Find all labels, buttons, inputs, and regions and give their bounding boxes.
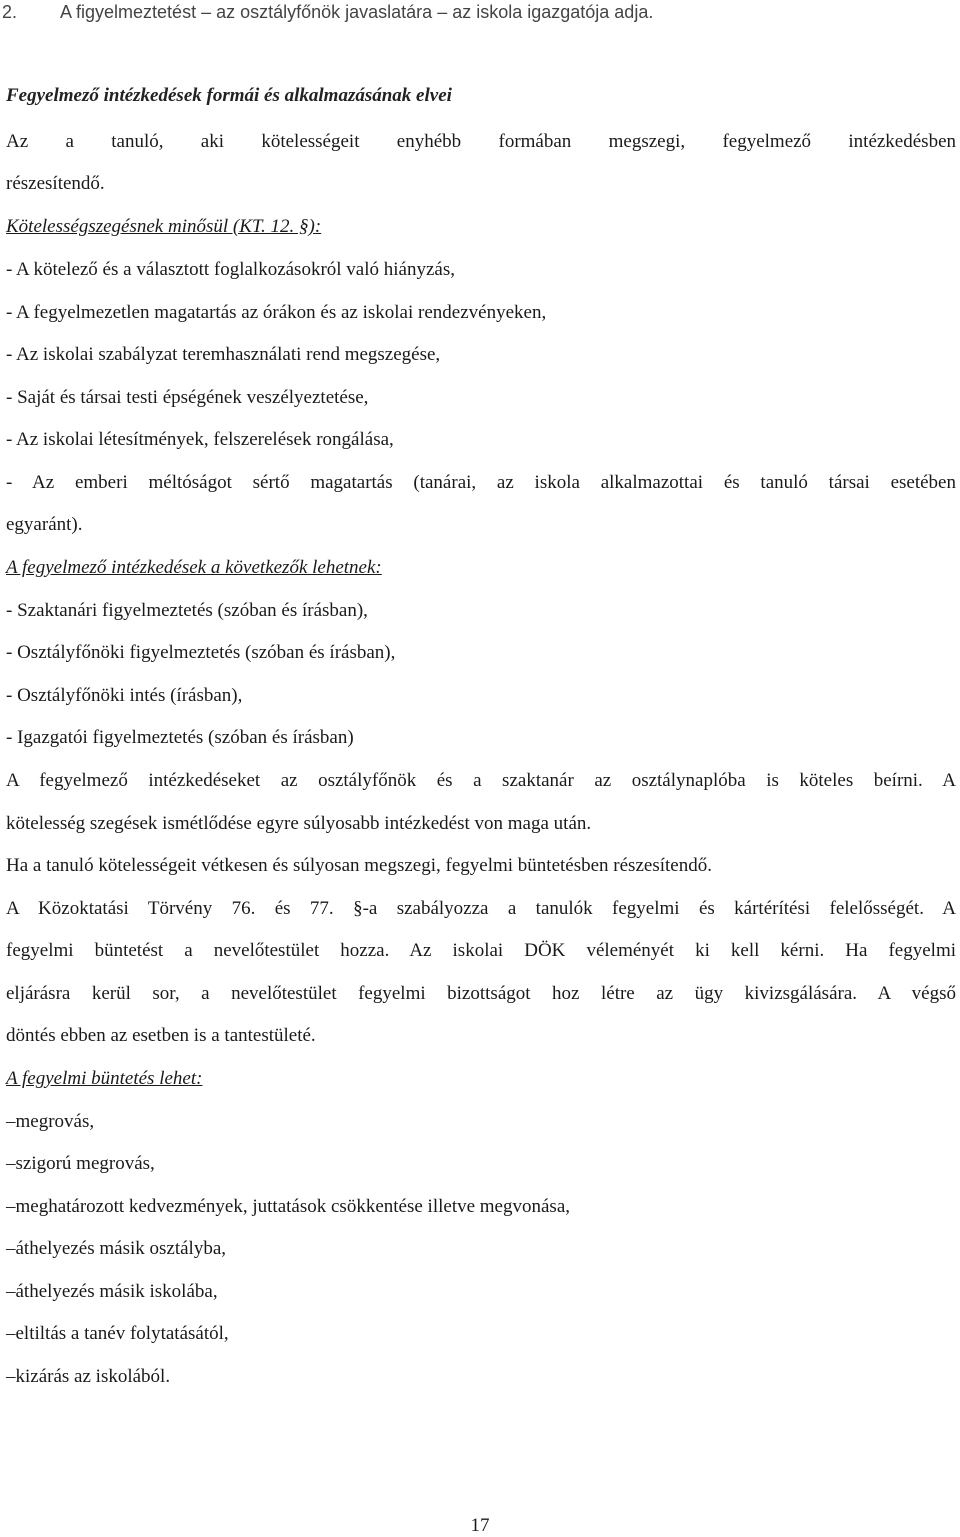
violation-item: - A fegyelmezetlen magatartás az órákon és az iskolai rendezvényeken, xyxy=(6,302,547,323)
punishment-item: –megrovás, xyxy=(6,1111,95,1132)
measure-item: - Osztályfőnöki figyelmeztetés (szóban és írásban), xyxy=(6,642,396,663)
intro-line-2: részesítendő. xyxy=(6,173,105,194)
intro-line-1: Az a tanuló, aki kötelességeit enyhébb formában megszegi, fegyelmező intézkedésben xyxy=(6,131,956,152)
page-number: 17 xyxy=(470,1515,490,1536)
punishment-item: –meghatározott kedvezmények, juttatások csökkentése illetve megvonása, xyxy=(6,1196,570,1217)
punishment-item: –eltiltás a tanév folytatásától, xyxy=(6,1323,229,1344)
measures-title: A fegyelmező intézkedések a következők lehetnek: xyxy=(6,557,382,578)
section-heading: Fegyelmező intézkedések formái és alkalmazásának elvei xyxy=(6,85,452,106)
list-item-text: A figyelmeztetést – az osztályfőnök javaslatára – az iskola igazgatója adja. xyxy=(60,2,654,22)
paragraph-line: kötelesség szegések ismétlődése egyre súlyosabb intézkedést von maga után. xyxy=(6,813,592,834)
punishment-item: –szigorú megrovás, xyxy=(6,1153,155,1174)
paragraph-line: A fegyelmező intézkedéseket az osztályfőnök és a szaktanár az osztálynaplóba is köteles beírni. A xyxy=(6,770,956,791)
violation-item: - A kötelező és a választott foglalkozásokról való hiányzás, xyxy=(6,259,455,280)
violations-title: Kötelességszegésnek minősül (KT. 12. §): xyxy=(6,216,322,237)
measure-item: - Igazgatói figyelmeztetés (szóban és írásban) xyxy=(6,727,354,748)
violation-item: - Az iskolai létesítmények, felszerelések rongálása, xyxy=(6,429,394,450)
paragraph-line: Ha a tanuló kötelességeit vétkesen és súlyosan megszegi, fegyelmi büntetésben részesítendő. xyxy=(6,855,712,876)
measure-item: - Szaktanári figyelmeztetés (szóban és írásban), xyxy=(6,600,368,621)
violation-item: - Az emberi méltóságot sértő magatartás (tanárai, az iskola alkalmazottai és tanuló társai esetében xyxy=(6,472,956,493)
paragraph-line: döntés ebben az esetben is a tantestületé. xyxy=(6,1025,316,1046)
punishment-item: –áthelyezés másik osztályba, xyxy=(6,1238,227,1259)
punishments-title: A fegyelmi büntetés lehet: xyxy=(6,1068,203,1089)
violation-item: - Saját és társai testi épségének veszélyeztetése, xyxy=(6,387,369,408)
violation-item: - Az iskolai szabályzat teremhasználati rend megszegése, xyxy=(6,344,441,365)
violation-item-continued: egyaránt). xyxy=(6,514,83,535)
paragraph-line: fegyelmi büntetést a nevelőtestület hozza. Az iskolai DÖK véleményét ki kell kérni. Ha fegyelmi xyxy=(6,940,956,961)
punishment-item: –áthelyezés másik iskolába, xyxy=(6,1281,218,1302)
punishment-item: –kizárás az iskolából. xyxy=(6,1366,171,1387)
paragraph-line: A Közoktatási Törvény 76. és 77. §-a szabályozza a tanulók fegyelmi és kártérítési felelősségét. A xyxy=(6,898,956,919)
paragraph-line: eljárásra kerül sor, a nevelőtestület fegyelmi bizottságot hoz létre az ügy kivizsgálására. A végső xyxy=(6,983,956,1004)
measure-item: - Osztályfőnöki intés (írásban), xyxy=(6,685,243,706)
list-item-number: 2. xyxy=(2,2,18,22)
